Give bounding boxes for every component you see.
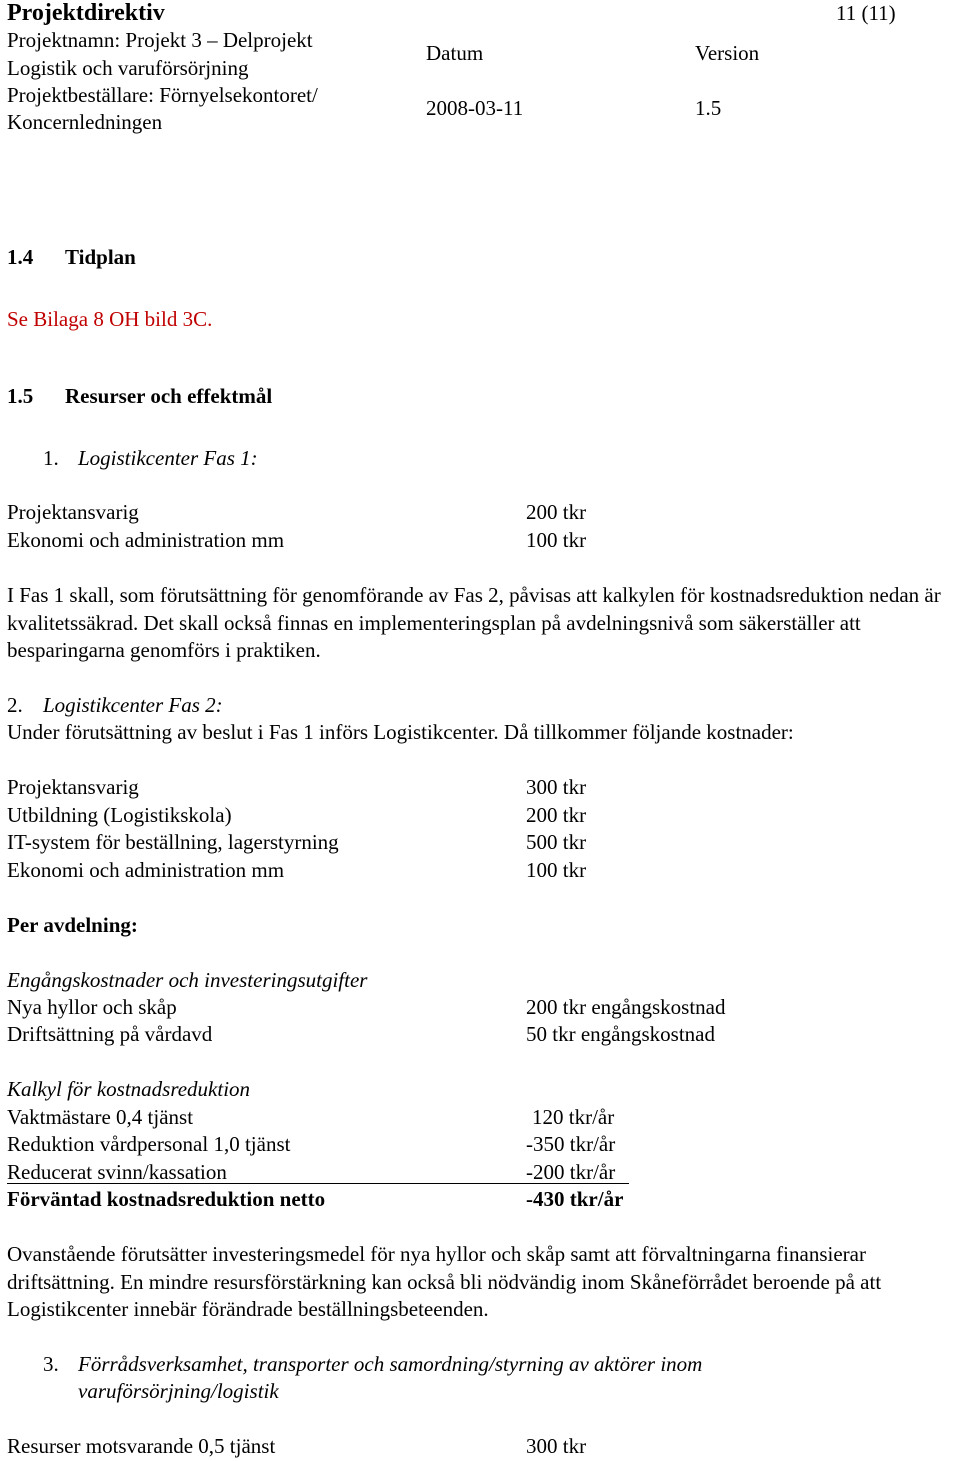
phase2-intro: Under förutsättning av beslut i Fas 1 införs Logistikcenter. Då tillkommer följande kostnader: — [7, 720, 794, 744]
phase2-item-value: 300 tkr — [526, 775, 587, 799]
investment-heading: Engångskostnader och investeringsutgifter — [7, 968, 368, 992]
phase2-item-label: Ekonomi och administration mm — [7, 858, 285, 882]
phase1-item-label: Ekonomi och administration mm — [7, 528, 285, 552]
phase3-item-value: 300 tkr — [526, 1434, 587, 1458]
calc-item-value: -350 tkr/år — [526, 1132, 616, 1156]
phase3-title-line1: Förrådsverksamhet, transporter och samordning/styrning av aktörer inom — [78, 1352, 703, 1376]
phase2-item-label: IT-system för beställning, lagerstyrning — [7, 830, 339, 854]
section-tidplan-number: 1.4 — [7, 245, 34, 269]
investment-item-value: 200 tkr engångskostnad — [526, 995, 726, 1019]
calc-item-value: 120 tkr/år — [532, 1105, 615, 1129]
calc-total-value: -430 tkr/år — [526, 1187, 624, 1211]
section-resurser-number: 1.5 — [7, 384, 34, 408]
per-avdelning-heading: Per avdelning: — [7, 913, 138, 937]
document-title: Projektdirektiv — [7, 0, 165, 26]
phase2-title: Logistikcenter Fas 2: — [43, 693, 223, 717]
project-name-line1: Projektnamn: Projekt 3 – Delprojekt — [7, 28, 313, 52]
date-value: 2008-03-11 — [426, 96, 524, 120]
phase3-title-line2: varuförsörjning/logistik — [78, 1379, 279, 1403]
phase2-item-label: Utbildning (Logistikskola) — [7, 803, 232, 827]
phase3-item-label: Resurser motsvarande 0,5 tjänst — [7, 1434, 276, 1458]
phase1-number: 1. — [43, 446, 59, 470]
client-line2: Koncernledningen — [7, 110, 163, 134]
section-resurser-title: Resurser och effektmål — [65, 384, 273, 408]
phase3-number: 3. — [43, 1352, 59, 1376]
calc-heading: Kalkyl för kostnadsreduktion — [7, 1077, 251, 1101]
per-avdelning-note: Ovanstående förutsätter investeringsmedel för nya hyllor och skåp samt att förvaltningarna finansierar driftsättning. En mindre resursförstärkning kan också bli nödvändig inom Skåneförrådet beroende på att Logistikcenter innebär förändrade beställningsbeteenden. — [7, 1242, 882, 1321]
version-value: 1.5 — [695, 96, 722, 120]
phase2-item-value: 100 tkr — [526, 858, 587, 882]
calc-item-value: -200 tkr/år — [526, 1160, 616, 1184]
calc-total-label: Förväntad kostnadsreduktion netto — [7, 1187, 326, 1211]
phase1-text: I Fas 1 skall, som förutsättning för genomförande av Fas 2, påvisas att kalkylen för kostnadsreduktion nedan är kvalitetssäkrad. Det skall också finnas en implementeringsplan på avdelningsnivå som säkerställer att besparingarna genomförs i praktiken. — [7, 583, 941, 662]
client-line1: Projektbeställare: Förnyelsekontoret/ — [7, 83, 318, 107]
phase2-item-value: 200 tkr — [526, 803, 587, 827]
phase1-item-label: Projektansvarig — [7, 500, 139, 524]
date-label: Datum — [426, 41, 484, 65]
phase2-item-label: Projektansvarig — [7, 775, 139, 799]
project-name-line2: Logistik och varuförsörjning — [7, 56, 249, 80]
calc-item-label: Reducerat svinn/kassation — [7, 1160, 227, 1184]
phase2-number: 2. — [7, 693, 23, 717]
phase2-item-value: 500 tkr — [526, 830, 587, 854]
phase1-item-value: 100 tkr — [526, 528, 587, 552]
calc-underline — [7, 1183, 629, 1184]
investment-item-value: 50 tkr engångskostnad — [526, 1022, 715, 1046]
phase1-item-value: 200 tkr — [526, 500, 587, 524]
version-label: Version — [695, 41, 760, 65]
phase1-title: Logistikcenter Fas 1: — [78, 446, 258, 470]
tidplan-reference: Se Bilaga 8 OH bild 3C. — [7, 307, 213, 331]
page-number: 11 (11) — [836, 1, 896, 25]
calc-item-label: Vaktmästare 0,4 tjänst — [7, 1105, 194, 1129]
calc-item-label: Reduktion vårdpersonal 1,0 tjänst — [7, 1132, 291, 1156]
investment-item-label: Driftsättning på vårdavd — [7, 1022, 213, 1046]
section-tidplan-title: Tidplan — [65, 245, 136, 269]
investment-item-label: Nya hyllor och skåp — [7, 995, 177, 1019]
